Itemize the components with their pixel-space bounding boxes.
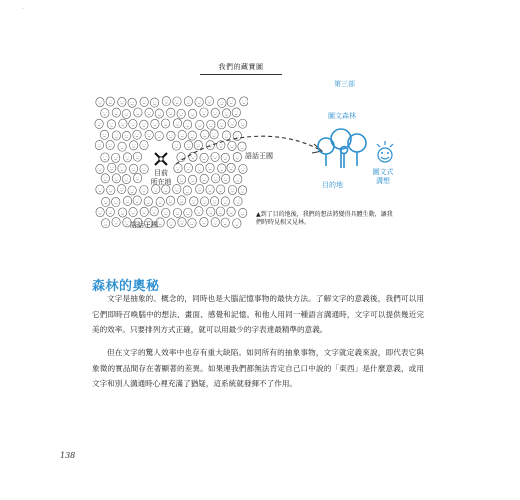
crowd-face bbox=[184, 97, 192, 106]
crowd-face bbox=[129, 207, 137, 216]
crowd-face bbox=[205, 97, 213, 106]
crowd-face bbox=[173, 208, 181, 217]
paragraph-2: 但在文字的驚人效率中也存有重大缺陷。如同所有的抽象事物，文字就定義來說，即代表它與象徵的實品間存在著顯著的差異。如果連我們都無法肯定自己口中說的「東西」是什麼意義，或用文字和別人溝通時心裡充滿了猶疑，這系統就發揮不了作用。 bbox=[92, 348, 424, 388]
caption-text: 到了目的地後，我們的想法將變得具體生動，讓我們時時見相又見林。 bbox=[256, 211, 393, 226]
crowd-face bbox=[167, 108, 175, 117]
crowd-face bbox=[112, 131, 120, 140]
crowd-face bbox=[227, 207, 235, 216]
crowd-face bbox=[210, 197, 218, 206]
crowd-face bbox=[111, 153, 119, 162]
crowd-face bbox=[101, 109, 109, 118]
crowd-face bbox=[177, 196, 185, 205]
crowd-face bbox=[200, 197, 208, 206]
figure-title: 我們的藏寶圖 bbox=[218, 63, 264, 71]
crowd-face bbox=[133, 173, 141, 182]
crowd-face bbox=[233, 219, 241, 228]
crowd-face bbox=[167, 219, 175, 228]
crowd-face bbox=[101, 174, 109, 183]
crowd-face bbox=[118, 97, 126, 106]
crowd-face bbox=[144, 197, 152, 206]
crowd-face bbox=[95, 140, 103, 149]
crowd-face bbox=[150, 207, 158, 216]
crowd-face bbox=[216, 207, 224, 216]
crowd-face bbox=[134, 108, 142, 117]
journey-arrow bbox=[170, 120, 330, 180]
crowd-face bbox=[188, 109, 196, 118]
crowd-face bbox=[162, 97, 170, 106]
crowd-face bbox=[200, 108, 208, 117]
crowd-face bbox=[140, 141, 148, 150]
crowd-face bbox=[240, 97, 248, 106]
crowd-face bbox=[207, 207, 215, 216]
crowd-face bbox=[96, 185, 104, 194]
crowd-face bbox=[106, 207, 114, 216]
crowd-face bbox=[140, 120, 148, 129]
crowd-face bbox=[140, 207, 148, 216]
crowd-face bbox=[112, 218, 120, 227]
crowd-face bbox=[123, 153, 131, 162]
crowd-face bbox=[195, 97, 203, 106]
kingdom-label: 語話王國 bbox=[130, 221, 158, 229]
crowd-face bbox=[145, 108, 153, 117]
crowd-face bbox=[234, 197, 242, 206]
crowd-face bbox=[222, 109, 230, 118]
crowd-face bbox=[107, 185, 115, 194]
crowd-face bbox=[128, 186, 136, 195]
crowd-face bbox=[107, 120, 115, 129]
crowd-face bbox=[211, 218, 219, 227]
crowd-face bbox=[150, 98, 158, 107]
crowd-face bbox=[106, 140, 114, 149]
crowd-face bbox=[122, 174, 130, 183]
crowd-face bbox=[221, 197, 229, 206]
current-location-label: 目前 所在地 bbox=[150, 169, 172, 186]
crowd-face bbox=[119, 119, 127, 128]
part-label: 第三部 bbox=[334, 80, 355, 88]
crowd-face bbox=[206, 185, 214, 194]
crowd-face bbox=[129, 164, 137, 173]
forest-illustration bbox=[314, 122, 374, 184]
figure-title-underline bbox=[200, 74, 282, 75]
crowd-face bbox=[200, 217, 208, 226]
crowd-face bbox=[112, 174, 120, 183]
page-number: 138 bbox=[60, 451, 76, 460]
destination-label: 目的地 bbox=[322, 181, 343, 189]
crowd-face bbox=[228, 185, 236, 194]
crowd-face bbox=[161, 119, 169, 128]
figure-caption bbox=[256, 211, 396, 227]
crowd-face bbox=[196, 184, 204, 193]
crowd-face bbox=[218, 98, 226, 107]
crowd-face bbox=[156, 197, 164, 206]
idea-label: 圖文式 溝想 bbox=[372, 168, 394, 185]
crowd-face bbox=[177, 109, 185, 118]
crowd-face bbox=[101, 219, 109, 228]
crowd-face bbox=[112, 108, 120, 117]
crowd-face bbox=[195, 207, 203, 216]
idea-face-icon bbox=[372, 140, 398, 166]
crowd-face bbox=[122, 109, 130, 118]
crowd-face bbox=[211, 108, 219, 117]
crowd-face bbox=[190, 197, 198, 206]
paragraph-1: 文字是抽象的、概念的，同時也是大腦記憶事物的最快方法。了解文字的意義後，我們可以用它們即時召喚腦中的想法、畫面、感覺和記憶。和他人用同一種語言溝通時，文字可以提供幾近完美的效率。只要排列方式正確，就可以用最少的字表達最精準的意義。 bbox=[92, 294, 424, 334]
crowd-face bbox=[232, 108, 240, 117]
crowd-face bbox=[95, 119, 103, 128]
crowd-face bbox=[118, 164, 126, 173]
crowd-face bbox=[221, 218, 229, 227]
crowd-face bbox=[184, 208, 192, 217]
crowd-face bbox=[238, 186, 246, 195]
forest-label: 圖文森林 bbox=[328, 112, 356, 120]
crowd-face bbox=[96, 98, 104, 107]
crowd-face bbox=[178, 218, 186, 227]
crowd-face bbox=[216, 185, 224, 194]
crowd-face bbox=[129, 119, 137, 128]
caption-triangle-icon: ▲ bbox=[256, 211, 261, 218]
crowd-face bbox=[162, 208, 170, 217]
crowd-face bbox=[155, 131, 163, 140]
crowd-face bbox=[227, 97, 235, 106]
crowd-face bbox=[101, 153, 109, 162]
crowd-face bbox=[166, 196, 174, 205]
crowd-face bbox=[96, 164, 104, 173]
crowd-face bbox=[173, 97, 181, 106]
crowd-face bbox=[151, 119, 159, 128]
crowd-face bbox=[133, 196, 141, 205]
crowd-face bbox=[122, 131, 130, 140]
crowd-face bbox=[108, 163, 116, 172]
crowd-face bbox=[118, 208, 126, 217]
crowd-face bbox=[123, 196, 131, 205]
crowd-face bbox=[102, 197, 110, 206]
crowd-face bbox=[140, 97, 148, 106]
crowd-face bbox=[112, 197, 120, 206]
corner-mark: - bbox=[22, 6, 24, 12]
path-label: 語話王國 bbox=[245, 152, 273, 160]
crowd-face bbox=[100, 130, 108, 139]
crowd-face bbox=[238, 208, 246, 217]
crowd-face bbox=[118, 142, 126, 151]
crowd-face bbox=[133, 130, 141, 139]
crowd-face bbox=[155, 109, 163, 118]
crowd-face bbox=[183, 186, 191, 195]
location-marker-icon bbox=[152, 150, 170, 168]
crowd-face bbox=[106, 97, 114, 106]
crowd-face bbox=[133, 152, 141, 161]
crowd-face bbox=[128, 98, 136, 107]
crowd-face bbox=[96, 208, 104, 217]
crowd-face bbox=[117, 184, 125, 193]
section-heading: 森林的奧秘 bbox=[92, 279, 160, 294]
crowd-face bbox=[188, 218, 196, 227]
crowd-face bbox=[145, 130, 153, 139]
crowd-face bbox=[129, 141, 137, 150]
